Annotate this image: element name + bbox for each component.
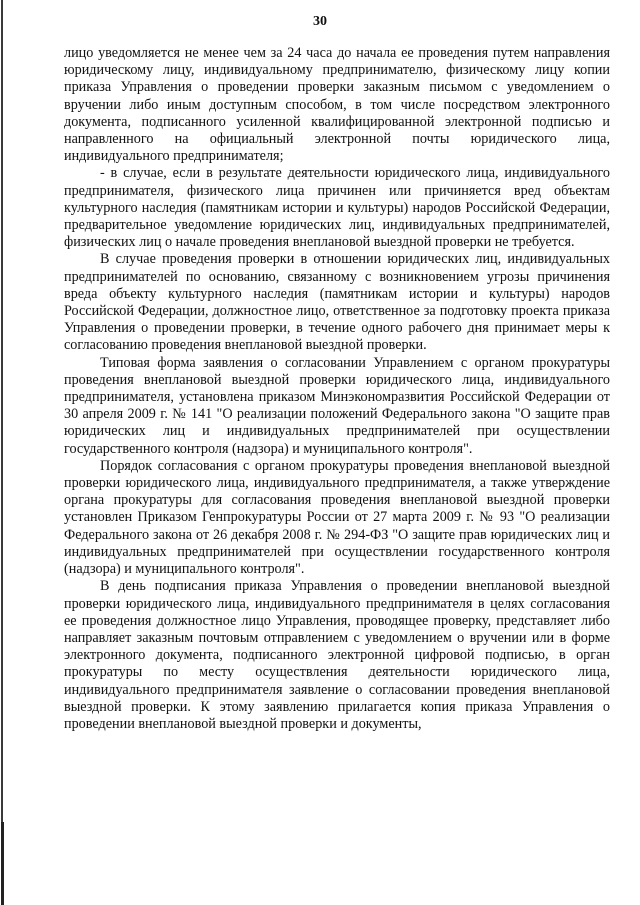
paragraph-1: лицо уведомляется не менее чем за 24 часа до начала ее проведения путем направления юридическому лицу, индивидуальному предпринимателю, физическому лицу копии приказа Управления о проведении проверки заказным письмом с уведомлением о вручении либо иным доступным способом, в том числе посредством электронного документа, подписанного усиленной квалифицированной электронной подписью и направленного на официальный электронной почты юридического лица, индивидуального предпринимателя; bbox=[64, 45, 610, 165]
document-body bbox=[64, 45, 610, 733]
paragraph-6: В день подписания приказа Управления о проведении внеплановой выездной проверки юридического лица, индивидуального предпринимателя в целях согласования ее проведения должностное лицо Управления, проводящее проверку, представляет либо направляет заказным почтовым отправлением с уведомлением о вручении или в форме электронного документа, подписанного электронной цифровой подписью, в орган прокуратуры по месту осуществления деятельности юридического лица, индивидуального предпринимателя заявление о согласовании проведения внеплановой выездной проверки. К этому заявлению прилагается копия приказа Управления о проведении внеплановой выездной проверки и документы, bbox=[64, 578, 610, 732]
scan-edge bbox=[1, 0, 3, 905]
scan-edge-bottom bbox=[1, 822, 4, 905]
paragraph-2: - в случае, если в результате деятельности юридического лица, индивидуального предпринимателя, физического лица причинен или причиняется вред объектам культурного наследия (памятникам истории и культуры) народов Российской Федерации, предварительное уведомление юридических лиц, индивидуальных предпринимателей, физических лиц о начале проведения внеплановой выездной проверки не требуется. bbox=[64, 165, 610, 251]
paragraph-5: Порядок согласования с органом прокуратуры проведения внеплановой выездной проверки юридического лица, индивидуального предпринимателя, а также утверждение органа прокуратуры для согласования проведения внеплановой выездной проверки установлен Приказом Генпрокуратуры России от 27 марта 2009 г. № 93 "О реализации Федерального закона от 26 декабря 2008 г. № 294-ФЗ "О защите прав юридических лиц и индивидуальных предпринимателей при осуществлении государственного контроля (надзора) и муниципального контроля". bbox=[64, 457, 610, 578]
paragraph-3: В случае проведения проверки в отношении юридических лиц, индивидуальных предпринимателей по основанию, связанному с возникновением угрозы причинения вреда объекту культурного наследия (памятникам истории и культуры) народов Российской Федерации, должностное лицо, ответственное за подготовку проекта приказа Управления о проведении проверки, в течение одного рабочего дня принимает меры к согласованию проведения внеплановой выездной проверки. bbox=[64, 251, 610, 354]
paragraph-4: Типовая форма заявления о согласовании Управлением с органом прокуратуры проведения внеплановой выездной проверки юридического лица, индивидуального предпринимателя, установлена приказом Минэкономразвития Российской Федерации от 30 апреля 2009 г. № 141 "О реализации положений Федерального закона "О защите прав юридических лиц и индивидуальных предпринимателей при осуществлении государственного контроля (надзора) и муниципального контроля". bbox=[64, 354, 610, 457]
page-number: 30 bbox=[313, 14, 327, 29]
